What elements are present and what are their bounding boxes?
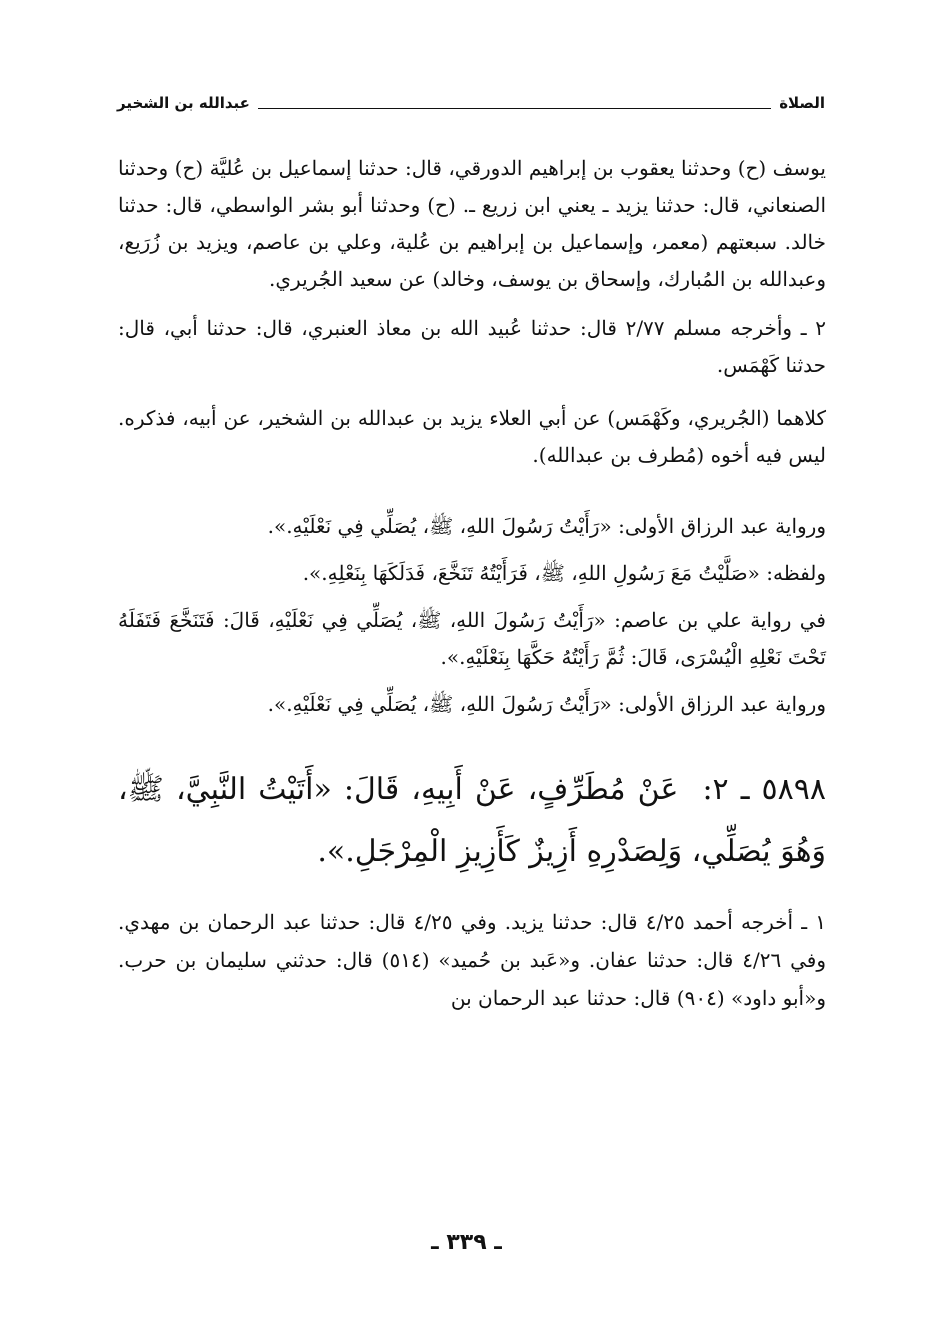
- page-content: [118, 150, 826, 1037]
- paragraph-both-narrators: كلاهما (الجُريري، وكَهْمَس) عن أبي العلاء يزيد بن عبدالله بن الشخير، عن أبيه، فذكره. ليس فيه أخوه (مُطرف بن عبدالله).: [118, 406, 826, 467]
- page-number: ـ ٣٣٩ ـ: [431, 1230, 502, 1255]
- header-section-title: عبدالله بن الشخير: [117, 94, 250, 112]
- paragraph-muslim-source: ٢ ـ وأخرجه مسلم ٢/٧٧ قال: حدثنا عُبيد الله بن معاذ العنبري، قال: حدثنا أبي، قال: حدثنا كَهْمَس.: [118, 316, 826, 377]
- hadith-text-block: [118, 759, 826, 883]
- hadith-number: ٥٨٩٨ ـ ٢:: [702, 772, 826, 807]
- paragraph-chain-of-narration: يوسف (ح) وحدثنا يعقوب بن إبراهيم الدورقي، قال: حدثنا إسماعيل بن عُليَّة (ح) وحدثنا الصنعاني، قال: حدثنا يزيد ـ يعني ابن زريع ـ. (ح) وحدثنا أبو بشر الواسطي، قال: حدثنا خالد. سبعتهم (معمر، وإسماعيل بن إبراهيم بن عُلية، وعلي بن عاصم، ويزيد بن زُرَيع، وعبدالله بن المُبارك، وإسحاق بن يوسف، وخالد) عن سعيد الجُريري.: [118, 156, 826, 291]
- variant-line: ورواية عبد الرزاق الأولى: «رَأَيْتُ رَسُولَ اللهِ، ﷺ، يُصَلِّي فِي نَعْلَيْهِ.».: [267, 692, 826, 716]
- header-chapter-title: الصلاة: [779, 94, 825, 112]
- variant-line: في رواية علي بن عاصم: «رَأَيْتُ رَسُولَ اللهِ، ﷺ، يُصَلِّي فِي نَعْلَيْهِ، قَالَ: فَتَنَخَّعَ فَتَفَلَهُ تَحْتَ نَعْلِهِ الْيُسْرَى، قَالَ: ثُمَّ رَأَيْتُهُ حَكَّهَا بِنَعْلَيْهِ.».: [118, 608, 826, 669]
- header-rule: [258, 108, 771, 109]
- variant-line: ورواية عبد الرزاق الأولى: «رَأَيْتُ رَسُولَ اللهِ، ﷺ، يُصَلِّي فِي نَعْلَيْهِ.».: [267, 514, 826, 538]
- footnote-paragraph: ١ ـ أخرجه أحمد ٤/٢٥ قال: حدثنا يزيد. وفي ٤/٢٥ قال: حدثنا عبد الرحمان بن مهدي. وفي ٤/٢٦ قال: حدثنا عفان. و«عَبد بن حُميد» (٥١٤) قال: حدثني سليمان بن حرب. و«أبو داود» (٩٠٤) قال: حدثنا عبد الرحمان بن: [118, 910, 827, 1010]
- variant-line: ولفظه: «صَلَّيْتُ مَعَ رَسُولِ اللهِ، ﷺ، فَرَأَيْتُهُ تَنَخَّعَ، فَدَلَكَهَا بِنَعْلِهِ.».: [302, 561, 826, 585]
- running-header: [117, 88, 825, 118]
- hadith-text: عَنْ مُطَرِّفٍ، عَنْ أَبِيهِ، قَالَ: «أَتَيْتُ النَّبِيَّ، ﷺ، وَهُوَ يُصَلِّي، وَلِصَدْرِهِ أَزِيزٌ كَأَزِيزِ الْمِرْجَلِ.».: [118, 772, 826, 869]
